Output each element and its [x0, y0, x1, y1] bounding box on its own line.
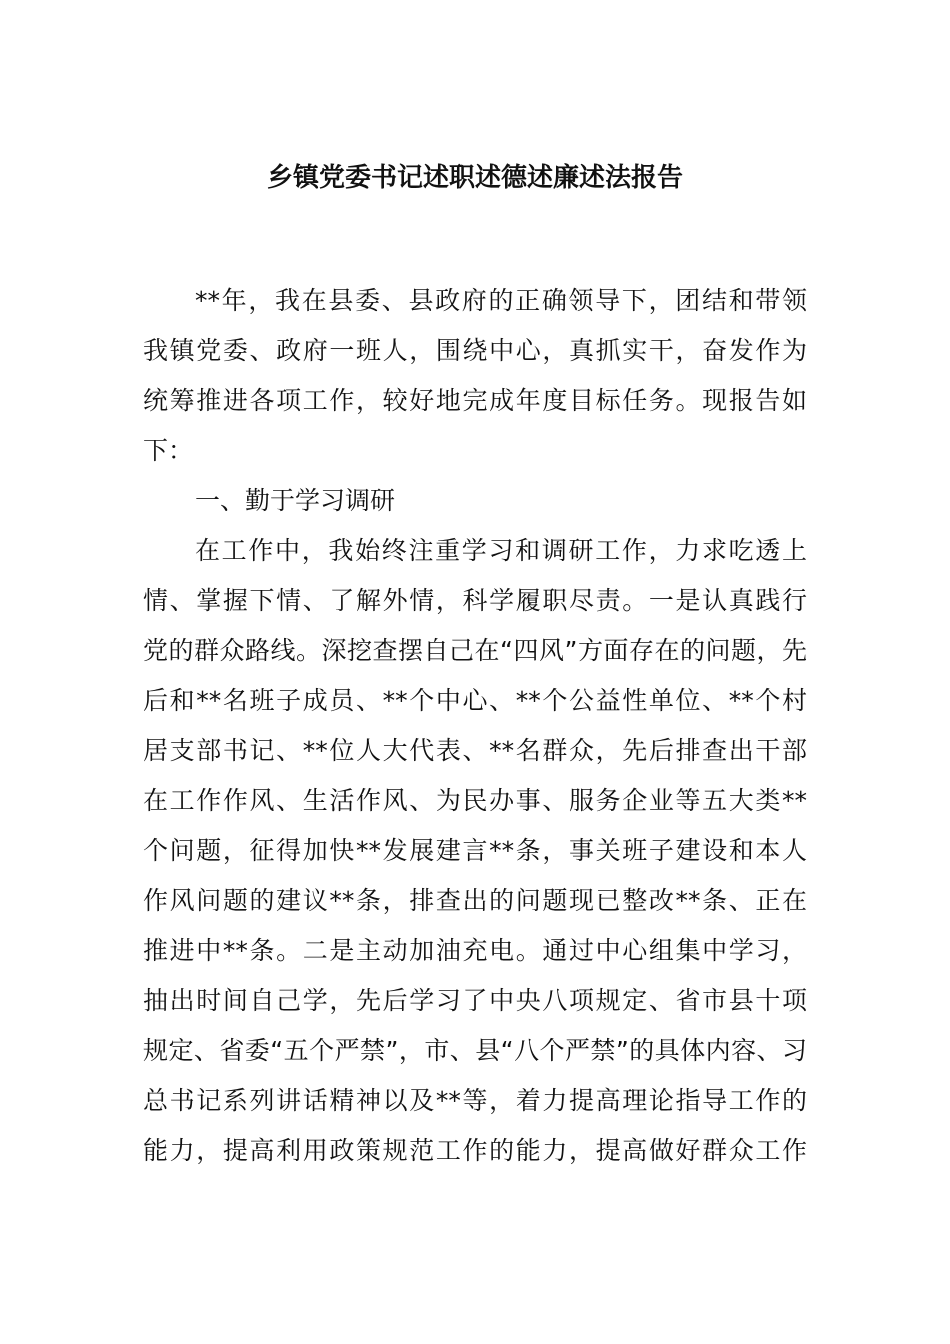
- paragraph-line: 后和**名班子成员、**个中心、**个公益性单位、**个村: [143, 686, 807, 715]
- paragraph-line: 我镇党委、政府一班人，围绕中心，真抓实干，奋发作为: [143, 336, 807, 365]
- paragraph-line: 抽出时间自己学，先后学习了中央八项规定、省市县十项: [143, 986, 807, 1015]
- paragraph-line: 党的群众路线。深挖查摆自己在“四风”方面存在的问题，先: [143, 636, 807, 665]
- paragraph-line: 居支部书记、**位人大代表、**名群众，先后排查出干部: [143, 736, 807, 765]
- paragraph-line: 规定、省委“五个严禁”，市、县“八个严禁”的具体内容、习: [143, 1036, 807, 1065]
- paragraph-line: 能力，提高利用政策规范工作的能力，提高做好群众工作: [143, 1136, 807, 1165]
- paragraph-line: 在工作中，我始终注重学习和调研工作，力求吃透上: [195, 536, 807, 565]
- paragraph-line: 作风问题的建议**条，排查出的问题现已整改**条、正在: [143, 886, 807, 915]
- section-heading: 一、勤于学习调研: [195, 486, 396, 515]
- paragraph-line: 推进中**条。二是主动加油充电。通过中心组集中学习，: [143, 936, 807, 965]
- paragraph-line: 总书记系列讲话精神以及**等，着力提高理论指导工作的: [143, 1086, 807, 1115]
- paragraph-line: 情、掌握下情、了解外情，科学履职尽责。一是认真践行: [143, 586, 807, 615]
- page-title: 乡镇党委书记述职述德述廉述法报告: [266, 163, 683, 193]
- paragraph-line: 个问题，征得加快**发展建言**条，事关班子建设和本人: [143, 836, 807, 865]
- paragraph-line: 在工作作风、生活作风、为民办事、服务企业等五大类**: [143, 786, 807, 815]
- paragraph-line: **年，我在县委、县政府的正确领导下，团结和带领: [195, 286, 807, 315]
- paragraph-line: 下：: [143, 436, 194, 465]
- paragraph-line: 统筹推进各项工作，较好地完成年度目标任务。现报告如: [143, 386, 807, 415]
